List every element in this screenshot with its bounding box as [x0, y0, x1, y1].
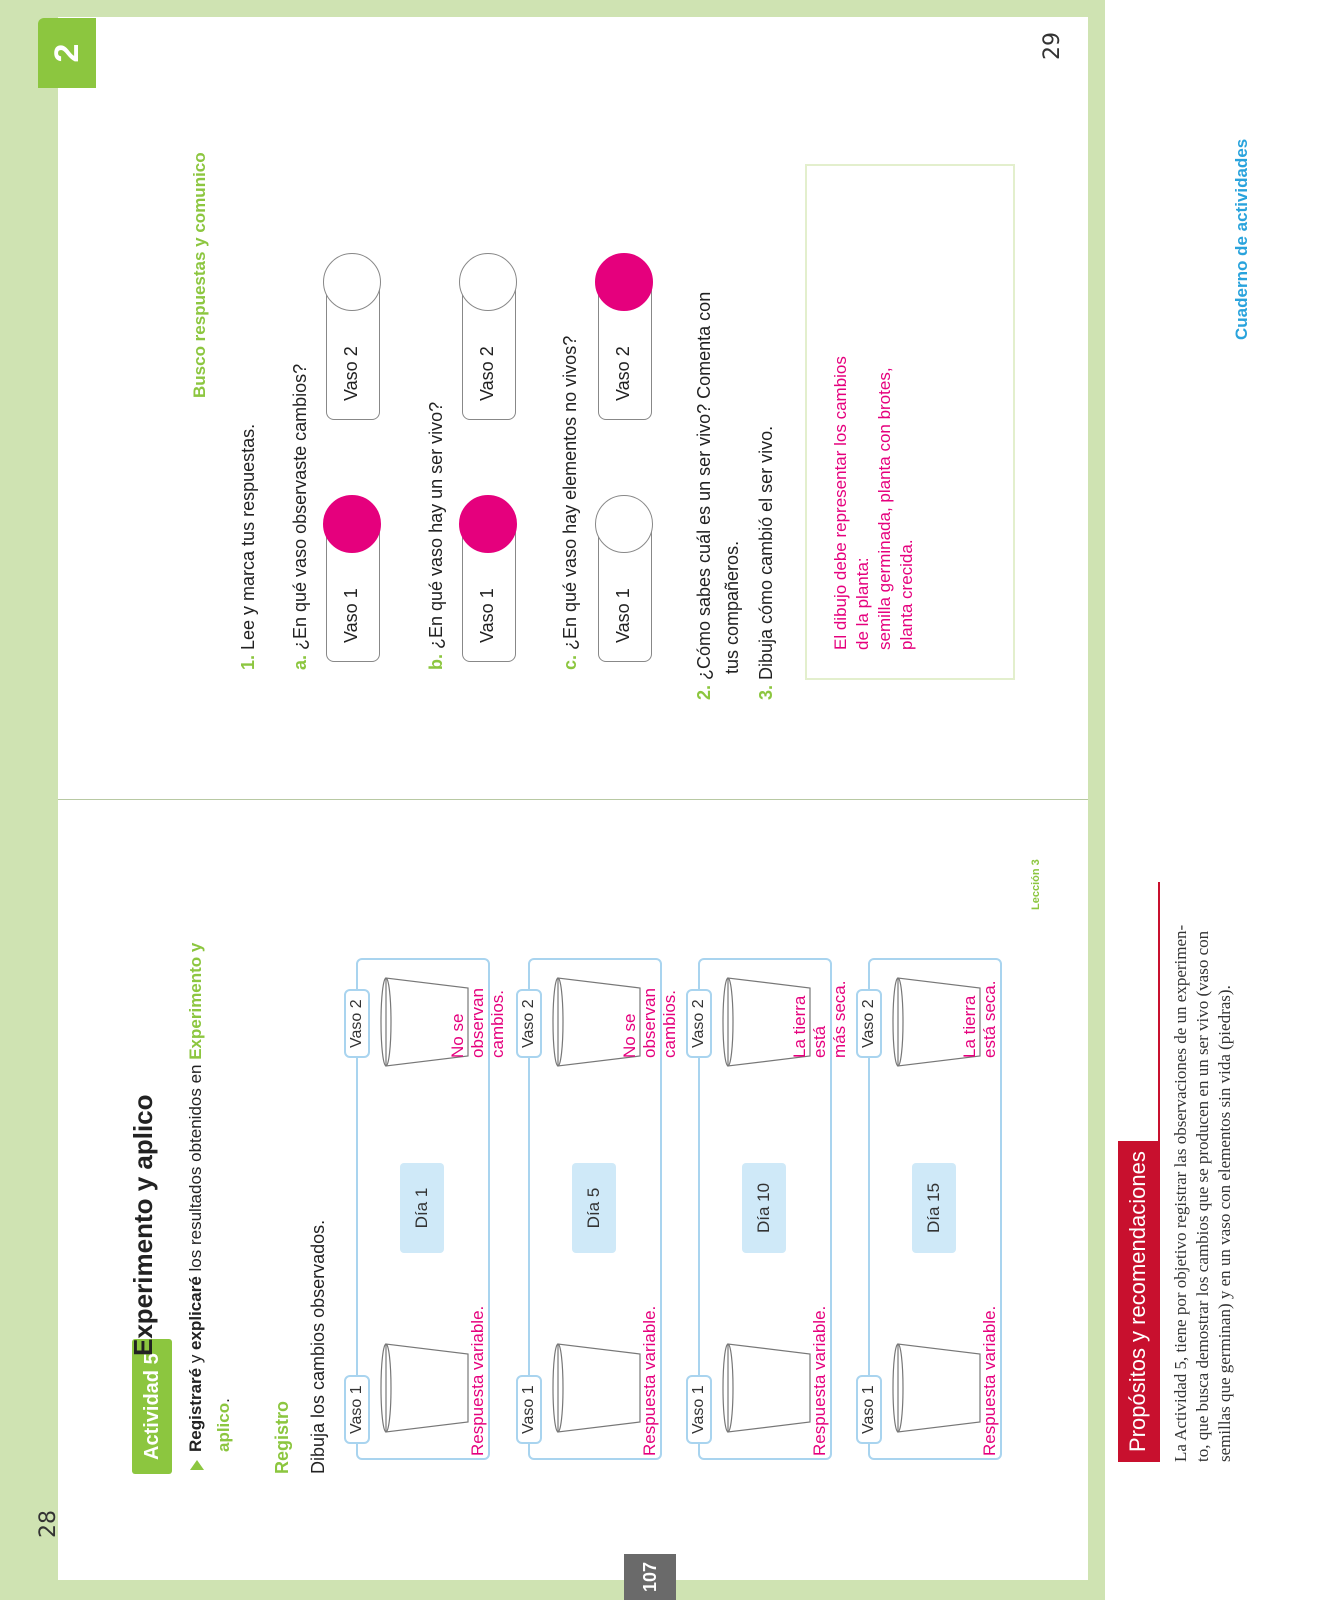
- option-b-vaso2[interactable]: [462, 272, 516, 420]
- vaso2-label: Vaso 2: [516, 989, 542, 1058]
- answer-vaso2: [960, 981, 1000, 1059]
- registro-instruction: Dibuja los cambios observados.: [308, 1219, 328, 1474]
- notes-line: semillas que germinan) y en un vaso con elementos sin vida (piedras).: [1215, 985, 1234, 1462]
- question-a-letter: a.: [290, 654, 310, 670]
- empty-circle-icon[interactable]: [459, 253, 517, 311]
- day-label: Día 10: [742, 1163, 786, 1253]
- selected-circle-icon[interactable]: [323, 495, 381, 553]
- lesson-label: Lección 3: [1030, 859, 1042, 910]
- empty-circle-icon[interactable]: [323, 253, 381, 311]
- question-c-text: ¿En qué vaso hay elementos no vivos?: [560, 335, 580, 655]
- intro-end: .: [214, 1398, 233, 1403]
- drawing-answer-line: El dibujo debe representar los cambios: [831, 356, 850, 650]
- answer-vaso2-line2: más seca.: [830, 980, 849, 1058]
- answer-vaso1: Respuesta variable.: [640, 1305, 659, 1456]
- option-a-vaso1[interactable]: [326, 514, 380, 662]
- answer-vaso2-line1: No se observan: [620, 988, 659, 1058]
- answer-vaso2-line2: está seca.: [980, 980, 999, 1058]
- registro-heading: Registro: [272, 1400, 292, 1474]
- cup-1-icon: [550, 1338, 642, 1438]
- drawing-answer-line: de la planta:: [853, 557, 872, 650]
- vaso1-label: Vaso 1: [516, 1375, 542, 1444]
- question-3: [756, 426, 777, 700]
- triangle-bullet-icon: [190, 1460, 204, 1470]
- option-a-vaso2[interactable]: [326, 272, 380, 420]
- notes-title: Propósitos y recomendaciones: [1118, 1141, 1158, 1462]
- activity-badge: Actividad 5: [132, 1339, 172, 1474]
- question-c: [560, 336, 581, 670]
- question-1-text: Lee y marca tus respuestas.: [238, 423, 258, 655]
- drawing-answer: [830, 210, 918, 650]
- option-b-vaso1[interactable]: [462, 514, 516, 662]
- vaso2-label: Vaso 2: [856, 989, 882, 1058]
- page-tab-number: 107: [624, 1554, 676, 1600]
- intro-rest: los resultados obtenidos en: [186, 1059, 205, 1277]
- right-page-number: 29: [1040, 32, 1065, 60]
- answer-vaso2-line1: La tierra está: [790, 995, 829, 1058]
- record-day-5: [520, 958, 679, 1460]
- question-a: [290, 364, 311, 670]
- question-3-text: Dibuja cómo cambió el ser vivo.: [756, 425, 776, 685]
- option-label: Vaso 2: [613, 346, 633, 401]
- answer-vaso1: Respuesta variable.: [810, 1305, 829, 1456]
- record-day-10: [690, 958, 849, 1460]
- selected-circle-icon[interactable]: [459, 495, 517, 553]
- answer-vaso1: Respuesta variable.: [980, 1305, 999, 1456]
- record-day-1: [348, 958, 507, 1460]
- answer-vaso2-line1: No se observan: [448, 988, 487, 1058]
- answer-vaso1: Respuesta variable.: [468, 1305, 487, 1456]
- option-c-vaso1[interactable]: [598, 514, 652, 662]
- intro-bold-1: Registraré: [186, 1367, 205, 1452]
- empty-circle-icon[interactable]: [595, 495, 653, 553]
- answer-vaso2: [448, 960, 508, 1058]
- vaso1-label: Vaso 1: [344, 1375, 370, 1444]
- notes-body: [1170, 662, 1236, 1462]
- question-a-text: ¿En qué vaso observaste cambios?: [290, 363, 310, 655]
- left-page-number: 28: [36, 1510, 61, 1538]
- vaso1-label: Vaso 1: [856, 1375, 882, 1444]
- intro-link: Experimento y aplico: [186, 942, 233, 1452]
- day-label: Día 1: [400, 1163, 444, 1253]
- option-label: Vaso 2: [477, 346, 497, 401]
- intro-y: y: [186, 1349, 205, 1368]
- day-label: Día 15: [912, 1163, 956, 1253]
- answer-vaso2: [790, 960, 850, 1058]
- question-1: [238, 424, 259, 670]
- vaso2-label: Vaso 2: [344, 989, 370, 1058]
- activity-title: Experimento y aplico: [128, 1094, 158, 1356]
- question-2-cont: tus compañeros.: [722, 540, 742, 674]
- option-label: Vaso 1: [613, 588, 633, 643]
- drawing-answer-line: semilla germinada, planta con brotes,: [875, 367, 894, 650]
- question-2: [694, 292, 715, 700]
- option-label: Vaso 2: [341, 346, 361, 401]
- footer-label: Cuaderno de actividades: [1232, 138, 1251, 340]
- option-label: Vaso 1: [341, 588, 361, 643]
- answer-vaso2-line2: cambios.: [488, 989, 507, 1058]
- question-2-text: ¿Cómo sabes cuál es un ser vivo? Comenta con: [694, 291, 714, 685]
- answer-vaso2-line2: cambios.: [660, 989, 679, 1058]
- option-c-vaso2[interactable]: [598, 272, 652, 420]
- question-1-number: 1.: [238, 654, 258, 670]
- unit-badge: 2: [38, 18, 96, 88]
- day-label: Día 5: [572, 1163, 616, 1253]
- question-2-number: 2.: [694, 684, 714, 700]
- cup-1-icon: [720, 1338, 812, 1438]
- drawing-answer-line: planta crecida.: [897, 539, 916, 650]
- activity-intro: [182, 892, 238, 1452]
- notes-line: La Actividad 5, tiene por objetivo registrar las observaciones de un experimen-: [1171, 924, 1190, 1462]
- vaso2-label: Vaso 2: [686, 989, 712, 1058]
- intro-bold-2: explicaré: [186, 1276, 205, 1350]
- option-label: Vaso 1: [477, 588, 497, 643]
- selected-circle-icon[interactable]: [595, 253, 653, 311]
- question-b-letter: b.: [426, 654, 446, 670]
- vaso1-label: Vaso 1: [686, 1375, 712, 1444]
- answer-vaso2: [620, 960, 680, 1058]
- notes-divider: [1158, 882, 1160, 1462]
- answer-vaso2-line1: La tierra: [960, 995, 979, 1058]
- cup-1-icon: [890, 1338, 982, 1438]
- record-day-15: [860, 958, 1002, 1460]
- section-title: Busco respuestas y comunico: [190, 152, 209, 398]
- notes-line: to, que busca demostrar los cambios que se producen en un ser vivo (vaso con: [1193, 930, 1212, 1462]
- question-3-number: 3.: [756, 684, 776, 700]
- question-b: [426, 402, 447, 670]
- cup-1-icon: [378, 1338, 470, 1438]
- question-c-letter: c.: [560, 654, 580, 670]
- question-b-text: ¿En qué vaso hay un ser vivo?: [426, 401, 446, 654]
